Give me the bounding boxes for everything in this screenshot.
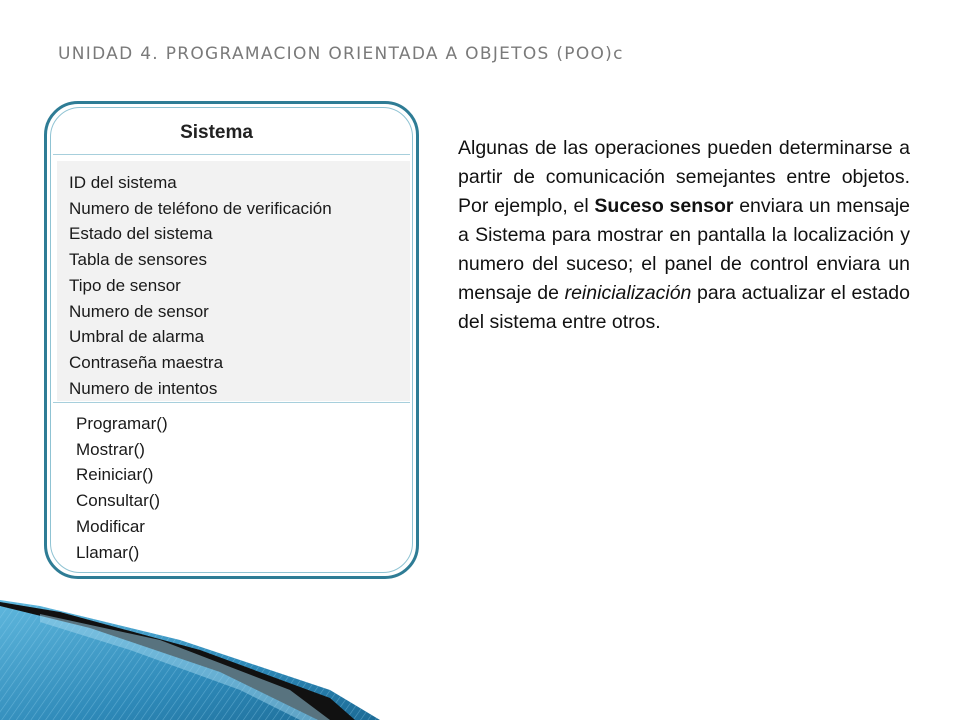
operations-divider bbox=[53, 402, 410, 403]
description-text-3: para actualizar el estado del sistema entre otros. bbox=[458, 282, 910, 333]
operation-item: Reiniciar() bbox=[76, 465, 154, 485]
operation-item: Consultar() bbox=[76, 491, 161, 511]
attribute-item: Estado del sistema bbox=[69, 224, 213, 244]
operation-list bbox=[76, 411, 168, 565]
class-diagram-box bbox=[44, 101, 419, 579]
name-divider bbox=[53, 154, 410, 155]
attribute-item: Contraseña maestra bbox=[69, 352, 224, 372]
operation-item: Llamar() bbox=[76, 542, 140, 562]
attribute-list bbox=[69, 170, 332, 401]
description-text-1: Algunas de las operaciones pueden determinarse a partir de comunicación semejantes entre objetos. Por ejemplo, el bbox=[458, 137, 910, 217]
description-italic-term: reinicialización bbox=[564, 282, 692, 304]
description-bold-term: Suceso sensor bbox=[594, 195, 734, 217]
description-text-2: enviara un mensaje a Sistema para mostrar en pantalla la localización y numero del suceso; el panel de control enviara un mensaje de bbox=[458, 195, 911, 304]
operation-item: Programar() bbox=[76, 414, 168, 433]
attribute-item: Numero de sensor bbox=[69, 301, 209, 321]
attribute-item: ID del sistema bbox=[69, 173, 177, 192]
attribute-item: Numero de teléfono de verificación bbox=[69, 198, 332, 218]
attribute-item: Numero de intentos bbox=[69, 378, 218, 398]
attribute-item: Tipo de sensor bbox=[69, 275, 181, 295]
operation-item: Mostrar() bbox=[76, 439, 145, 459]
class-name: Sistema bbox=[180, 122, 253, 143]
description-paragraph bbox=[458, 134, 910, 337]
slide-title: UNIDAD 4. PROGRAMACION ORIENTADA A OBJETOS (POO)c bbox=[58, 44, 624, 64]
operation-item: Modificar bbox=[76, 516, 145, 536]
attribute-item: Umbral de alarma bbox=[69, 327, 205, 347]
attribute-item: Tabla de sensores bbox=[69, 250, 207, 270]
